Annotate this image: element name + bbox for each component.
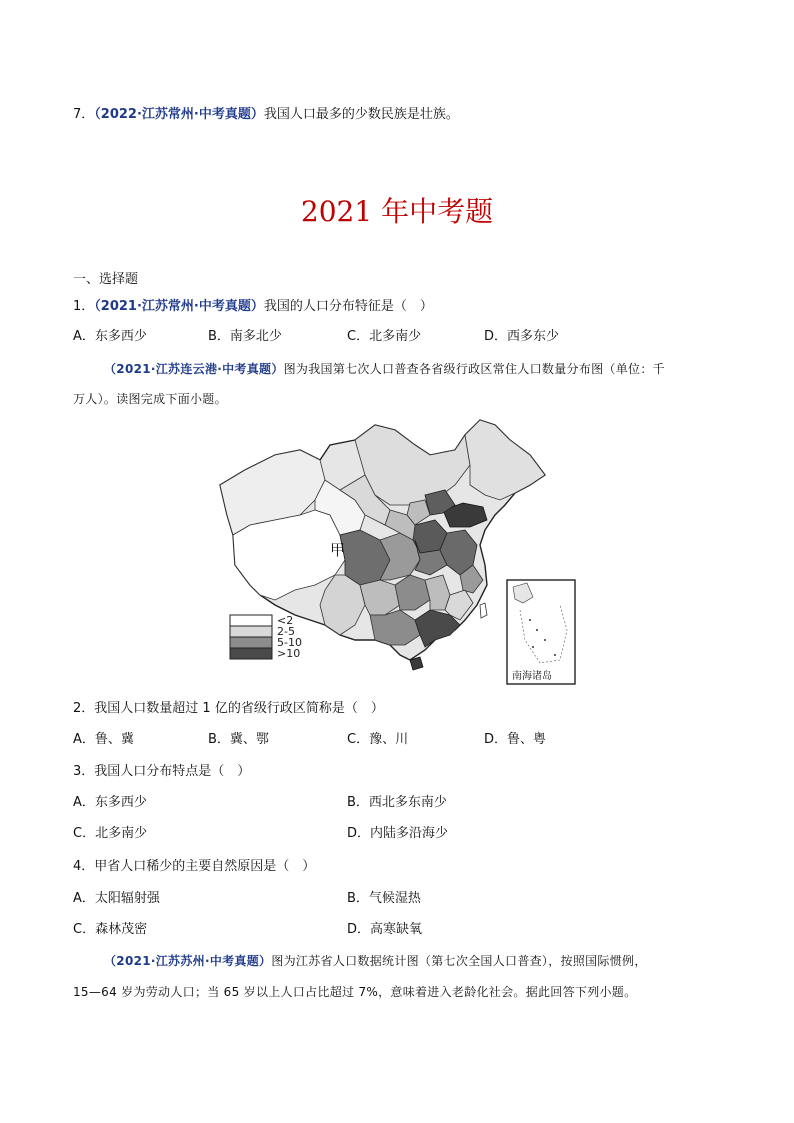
question-number: 1． bbox=[73, 299, 95, 314]
material-text-line1: 图为我国第七次人口普查各省级行政区常住人口数量分布图（单位：千 bbox=[283, 362, 665, 376]
q2-option-d[interactable]: D．鲁、粤 bbox=[484, 732, 547, 747]
inset-label: 南海诸岛 bbox=[512, 671, 552, 682]
q1-option-b[interactable]: B．南多北少 bbox=[208, 329, 282, 344]
material-text-line2: 15—64 岁为劳动人口；当 65 岁以上人口占比超过 7%，意味着进入老龄化社会。据此回答下列小题。 bbox=[73, 985, 637, 999]
question-number: 2． bbox=[73, 701, 95, 716]
question-3 bbox=[73, 760, 250, 779]
legend-label-5-10: 5-10 bbox=[277, 636, 302, 649]
q4-option-d[interactable]: D．高寒缺氧 bbox=[347, 922, 423, 937]
question-1 bbox=[73, 295, 433, 314]
q1-option-d[interactable]: D．西多东少 bbox=[484, 329, 560, 344]
question-number: 4． bbox=[73, 859, 95, 874]
question-2 bbox=[73, 697, 384, 716]
q3-option-d[interactable]: D．内陆多沿海少 bbox=[347, 826, 449, 841]
question-text: 我国人口分布特点是（ ） bbox=[94, 764, 251, 779]
material-intro-2 bbox=[104, 952, 647, 969]
legend-label-gt10: >10 bbox=[277, 647, 301, 660]
material-source: （2021·江苏连云港·中考真题） bbox=[104, 362, 284, 376]
section-title: 2021 年中考题 bbox=[300, 195, 494, 228]
question-text: 甲省人口稀少的主要自然原因是（ ） bbox=[94, 859, 316, 874]
china-population-map bbox=[215, 415, 581, 687]
legend-swatch-gt10 bbox=[230, 648, 272, 659]
region-northeast bbox=[465, 420, 545, 500]
q1-option-a[interactable]: A．东多西少 bbox=[73, 329, 147, 344]
legend-swatch-lt2 bbox=[230, 615, 272, 626]
question-source: （2021·江苏常州·中考真题） bbox=[94, 299, 264, 314]
legend-label-lt2: <2 bbox=[277, 614, 294, 627]
question-number: 3． bbox=[73, 764, 95, 779]
q1-option-c[interactable]: C．北多南少 bbox=[347, 329, 422, 344]
q4-option-c[interactable]: C．森林茂密 bbox=[73, 922, 148, 937]
question-number: 7． bbox=[73, 107, 95, 122]
material-text-line2: 万人）。读图完成下面小题。 bbox=[73, 392, 227, 406]
legend-swatch-5-10 bbox=[230, 637, 272, 648]
material-intro-1 bbox=[104, 360, 665, 377]
legend-label-2-5: 2-5 bbox=[277, 625, 295, 638]
map-legend bbox=[230, 614, 302, 660]
q3-option-b[interactable]: B．西北多东南少 bbox=[347, 795, 447, 810]
legend-swatch-2-5 bbox=[230, 626, 272, 637]
material-source: （2021·江苏苏州·中考真题） bbox=[104, 954, 272, 968]
q3-option-a[interactable]: A．东多西少 bbox=[73, 795, 147, 810]
question-text: 我国人口最多的少数民族是壮族。 bbox=[263, 107, 459, 122]
question-source: （2022·江苏常州·中考真题） bbox=[94, 107, 264, 122]
south-china-sea-inset bbox=[507, 580, 575, 684]
q3-option-c[interactable]: C．北多南少 bbox=[73, 826, 148, 841]
material-text-line1: 图为江苏省人口数据统计图（第七次全国人口普查），按照国际惯例， bbox=[271, 954, 647, 968]
region-taiwan bbox=[480, 603, 487, 618]
question-text: 我国人口数量超过 1 亿的省级行政区简称是（ ） bbox=[94, 701, 384, 716]
part-heading: 一、选择题 bbox=[73, 272, 139, 287]
q2-option-a[interactable]: A．鲁、冀 bbox=[73, 732, 134, 747]
q4-option-a[interactable]: A．太阳辐射强 bbox=[73, 891, 160, 906]
q2-option-b[interactable]: B．冀、鄂 bbox=[208, 732, 269, 747]
question-text: 我国的人口分布特征是（ ） bbox=[263, 299, 433, 314]
q4-option-b[interactable]: B．气候湿热 bbox=[347, 891, 421, 906]
question-7 bbox=[73, 103, 459, 122]
question-4 bbox=[73, 855, 315, 874]
population-map-figure bbox=[215, 415, 581, 687]
q2-option-c[interactable]: C．豫、川 bbox=[347, 732, 409, 747]
region-label-jia: 甲 bbox=[330, 541, 346, 559]
